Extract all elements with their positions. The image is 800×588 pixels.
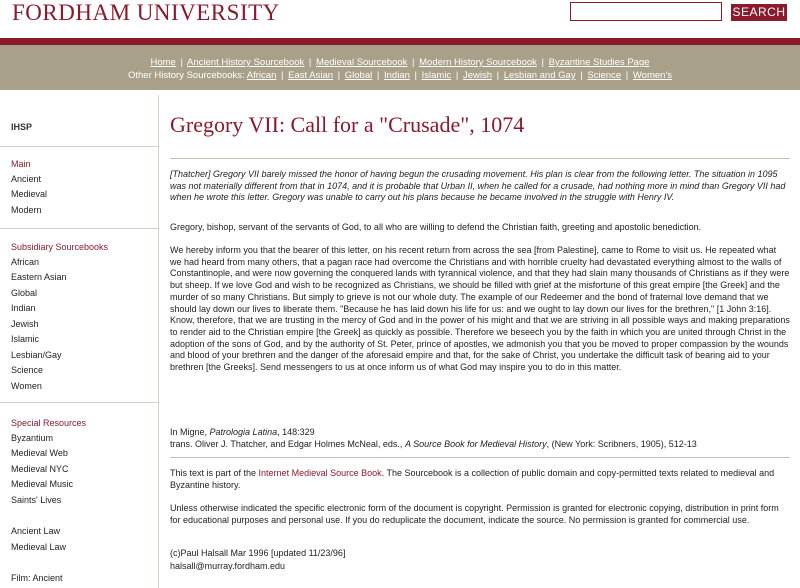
sidebar-divider [0,146,159,147]
sidebar-heading-special: Special Resources [11,418,87,428]
sidebar-item-medieval-web[interactable]: Medieval Web [11,448,68,458]
sidebar-title[interactable]: IHSP [11,122,33,132]
sidebar-heading-subsidiary: Subsidiary Sourcebooks [11,242,109,252]
page-title: Gregory VII: Call for a "Crusade", 1074 [170,112,525,137]
sidebar-item-global[interactable]: Global [11,288,38,298]
sidebar-item-african[interactable]: African [11,257,40,267]
search-input[interactable] [570,2,722,21]
author-email[interactable]: halsall@murray.fordham.edu [170,561,286,571]
sidebar-item-science[interactable]: Science [11,365,44,375]
nav-separator: | [180,57,183,68]
internet-medieval-sourcebook-link[interactable]: Internet Medieval Source Book [258,468,382,478]
nav-separator: | [337,70,341,81]
salutation-paragraph: Gregory, bishop, servant of the servants of God, to all who are willing to defend the Christian faith, greeting and apostolic benediction. [170,222,702,232]
sidebar-item-ancient-law[interactable]: Ancient Law [11,526,61,536]
nav-other-label: Other History Sourcebooks: [127,70,245,81]
sidebar-item-medieval-nyc[interactable]: Medieval NYC [11,464,69,474]
nav-separator: | [308,57,312,68]
search-button[interactable]: SEARCH [732,5,786,19]
sidebar-item-modern[interactable]: Modern [11,205,42,215]
sourcebook-note [170,468,790,491]
sourcebook-note-suffix: . The Sourcebook is a collection of public domain and copy-permitted texts related to medieval and Byzantine history. [170,468,775,490]
sidebar-item-ancient[interactable]: Ancient [11,174,42,184]
nav-link-womens[interactable]: Women's [632,70,673,81]
source-work-title: Patrologia Latina [209,427,278,437]
nav-separator: | [625,70,629,81]
nav-link-islamic[interactable]: Islamic [421,70,452,81]
translation-citation [170,439,697,451]
translation-work-title: A Source Book for Medieval History [404,439,547,449]
nav-row-main [0,56,800,69]
nav-link-modern-sourcebook[interactable]: Modern History Sourcebook [419,57,537,68]
fordham-logo[interactable]: FORDHAM UNIVERSITY [12,0,280,25]
sidebar-item-women[interactable]: Women [11,381,42,391]
footer-divider [170,457,790,458]
nav-separator: | [281,70,284,81]
nav-link-ancient-sourcebook[interactable]: Ancient History Sourcebook [187,57,305,68]
nav-separator: | [414,70,417,81]
nav-link-medieval-sourcebook[interactable]: Medieval Sourcebook [316,57,408,68]
top-navigation [0,45,800,90]
nav-separator: | [412,57,415,68]
sidebar-heading-main: Main [11,159,31,169]
sidebar-item-eastern-asian[interactable]: Eastern Asian [11,272,67,282]
nav-row-other [0,69,800,82]
source-suffix: , 148:329 [277,427,315,437]
sidebar-divider [0,402,159,403]
nav-link-science[interactable]: Science [587,70,622,81]
sidebar-item-byzantium[interactable]: Byzantium [11,433,54,443]
sidebar-item-lesbian-gay[interactable]: Lesbian/Gay [11,350,62,360]
sidebar-item-jewish[interactable]: Jewish [11,319,39,329]
sidebar-item-medieval-music[interactable]: Medieval Music [11,479,74,489]
translation-suffix: , (New York: Scribners, 1905), 512-13 [546,439,697,449]
sourcebook-note-prefix: This text is part of the [170,468,259,478]
nav-link-byzantine-studies[interactable]: Byzantine Studies Page [548,57,650,68]
title-divider [170,158,790,159]
nav-separator: | [455,70,459,81]
nav-link-indian[interactable]: Indian [383,70,410,81]
nav-separator: | [541,57,544,68]
copyright-notice: Unless otherwise indicated the specific electronic form of the document is copyright. Permission is granted for electronic copying, distribution in print form for educational purposes and personal use. If you do reduplicate the document, indicate the source. No permission is granted for commercial use. [170,503,779,525]
nav-link-african[interactable]: African [246,70,277,81]
site-header [0,0,800,38]
sidebar-item-islamic[interactable]: Islamic [11,334,40,344]
nav-link-jewish[interactable]: Jewish [462,70,492,81]
source-prefix: In Migne, [170,427,210,437]
intro-paragraph: [Thatcher] Gregory VII barely missed the honor of having begun the crusading movement. His plan is clear from the following letter. The situation in 1095 was not materially different from that in 1074, and it is probable that Urban II, when he called for a crusade, had nothing more in mind than Gregory VII had when he wrote this letter. Gregory was unable to carry out his plans because he became involved in the struggle with Henry IV. [170,169,786,203]
letter-body-paragraph: We hereby inform you that the bearer of this letter, on his recent return from across the sea [from Palestine], came to Rome to visit us. He repeated what we had heard from many others, that a pagan race had overcome the Christians and with horrible cruelty had devastated everything almost to the walls of Constantinople, and were now governing the conquered lands with tyrannical violence, and that they had slain many thousands of Christians as if they were but sheep. If we love God and wish to be recognized as Christians, we should be filled with grief at the misfortune of this great empire [the Greek] and the murder of so many Christians. But simply to grieve is not our whole duty. The example of our Redeemer and the bond of fraternal love demand that we should lay down our lives to liberate them. "Because he has laid down his life for us: and we ought to lay down our lives for the brethren," [1 John 3:16]. Know, therefore, that we are trusting in the mercy of God and in the power of his might and that we are striving in all possible ways and making preparations to render aid to the Christian empire [the Greek] as quickly as possible. Therefore we beseech you by the faith in which you are united through Christ in the adoption of the sons of God, and by the authority of St. Peter, prince of apostles, we admonish you that you be moved to proper compassion by the wounds and blood of your brethren and the danger of the aforesaid empire and that, for the sake of Christ, you undertake the difficult task of bearing aid to your brethren [the Greeks]. Send messengers to us at once inform us of what God may inspire you to do in this matter. [170,245,790,373]
nav-separator: | [376,70,380,81]
nav-link-east-asian[interactable]: East Asian [288,70,334,81]
sidebar-item-medieval-law[interactable]: Medieval Law [11,542,67,552]
header-divider-bar [0,38,800,45]
sidebar [0,95,159,588]
author-copyright: (c)Paul Halsall Mar 1996 [updated 11/23/96] [170,548,346,558]
source-citation [170,427,315,439]
sidebar-item-indian[interactable]: Indian [11,303,36,313]
translation-prefix: trans. Oliver J. Thatcher, and Edgar Holmes McNeal, eds., [170,439,405,449]
nav-link-lesbian-gay[interactable]: Lesbian and Gay [503,70,576,81]
sidebar-item-film-ancient[interactable]: Film: Ancient [11,573,63,583]
nav-separator: | [580,70,583,81]
nav-link-global[interactable]: Global [344,70,373,81]
sidebar-item-saints-lives[interactable]: Saints' Lives [11,495,62,505]
sidebar-item-medieval[interactable]: Medieval [11,189,48,199]
sidebar-divider [0,228,159,229]
nav-separator: | [496,70,500,81]
nav-link-home[interactable]: Home [150,57,176,68]
